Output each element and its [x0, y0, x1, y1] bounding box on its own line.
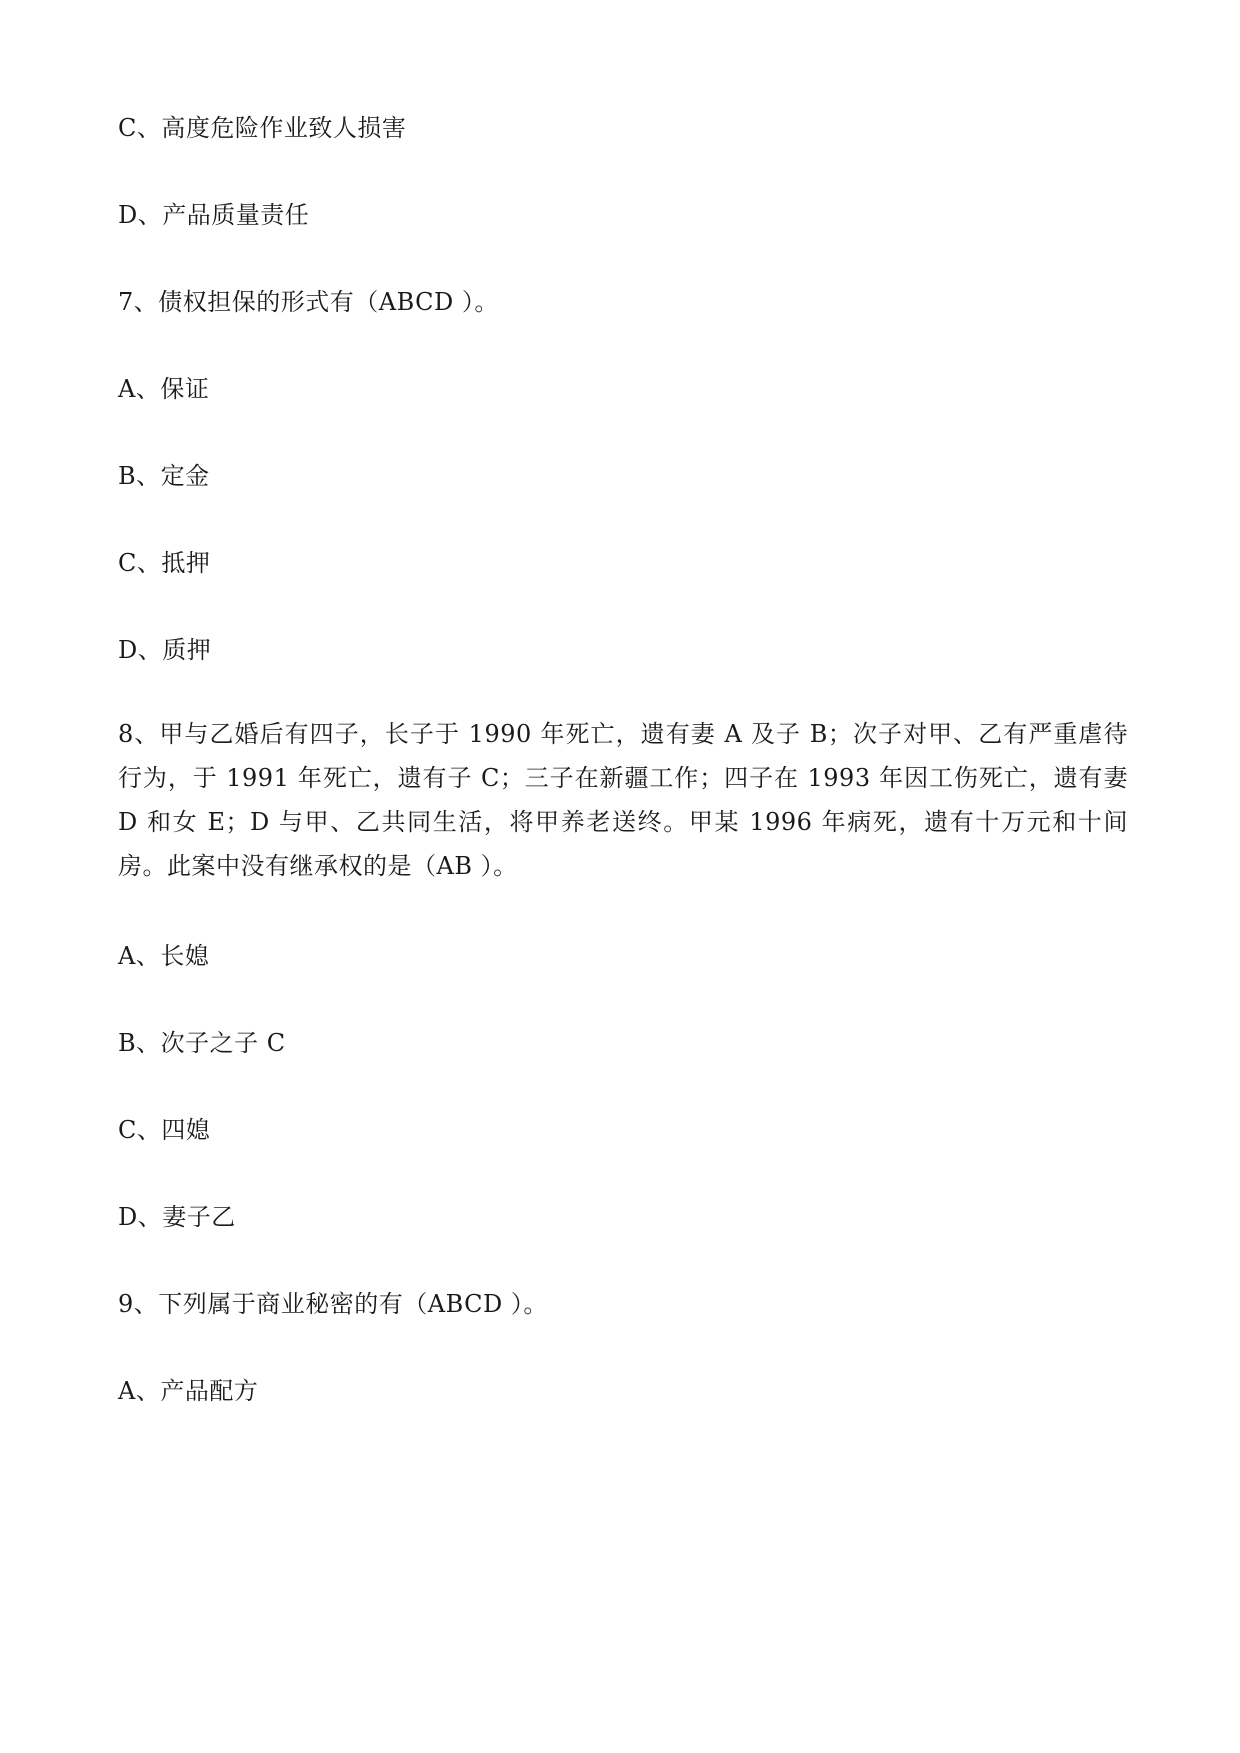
- q6-option-c: C、高度危险作业致人损害: [118, 114, 407, 142]
- q7-option-d: D、质押: [118, 636, 212, 664]
- q8-option-d: D、妻子乙: [118, 1203, 236, 1231]
- q6-option-d: D、产品质量责任: [118, 201, 310, 229]
- q8-question: 8、甲与乙婚后有四子，长子于 1990 年死亡，遗有妻 A 及子 B；次子对甲、乙有严重虐待行为，于 1991 年死亡，遗有子 C；三子在新疆工作；四子在 1993 年因工伤死亡，遗有妻 D 和女 E；D 与甲、乙共同生活，将甲养老送终。甲某 1996 年病死，遗有十万元和十间房。此案中没有继承权的是（AB ）。: [118, 720, 1128, 880]
- q9-option-a: A、产品配方: [118, 1377, 259, 1405]
- q8-option-a: A、长媳: [118, 942, 210, 970]
- q7-option-b: B、定金: [118, 462, 210, 490]
- q8-option-c: C、四媳: [118, 1116, 211, 1144]
- q7-option-a: A、保证: [118, 375, 210, 403]
- q7-option-c: C、抵押: [118, 549, 211, 577]
- q8-option-b: B、次子之子 C: [118, 1029, 286, 1057]
- q9-question: 9、下列属于商业秘密的有（ABCD ）。: [118, 1290, 548, 1318]
- q7-question: 7、债权担保的形式有（ABCD ）。: [118, 288, 499, 316]
